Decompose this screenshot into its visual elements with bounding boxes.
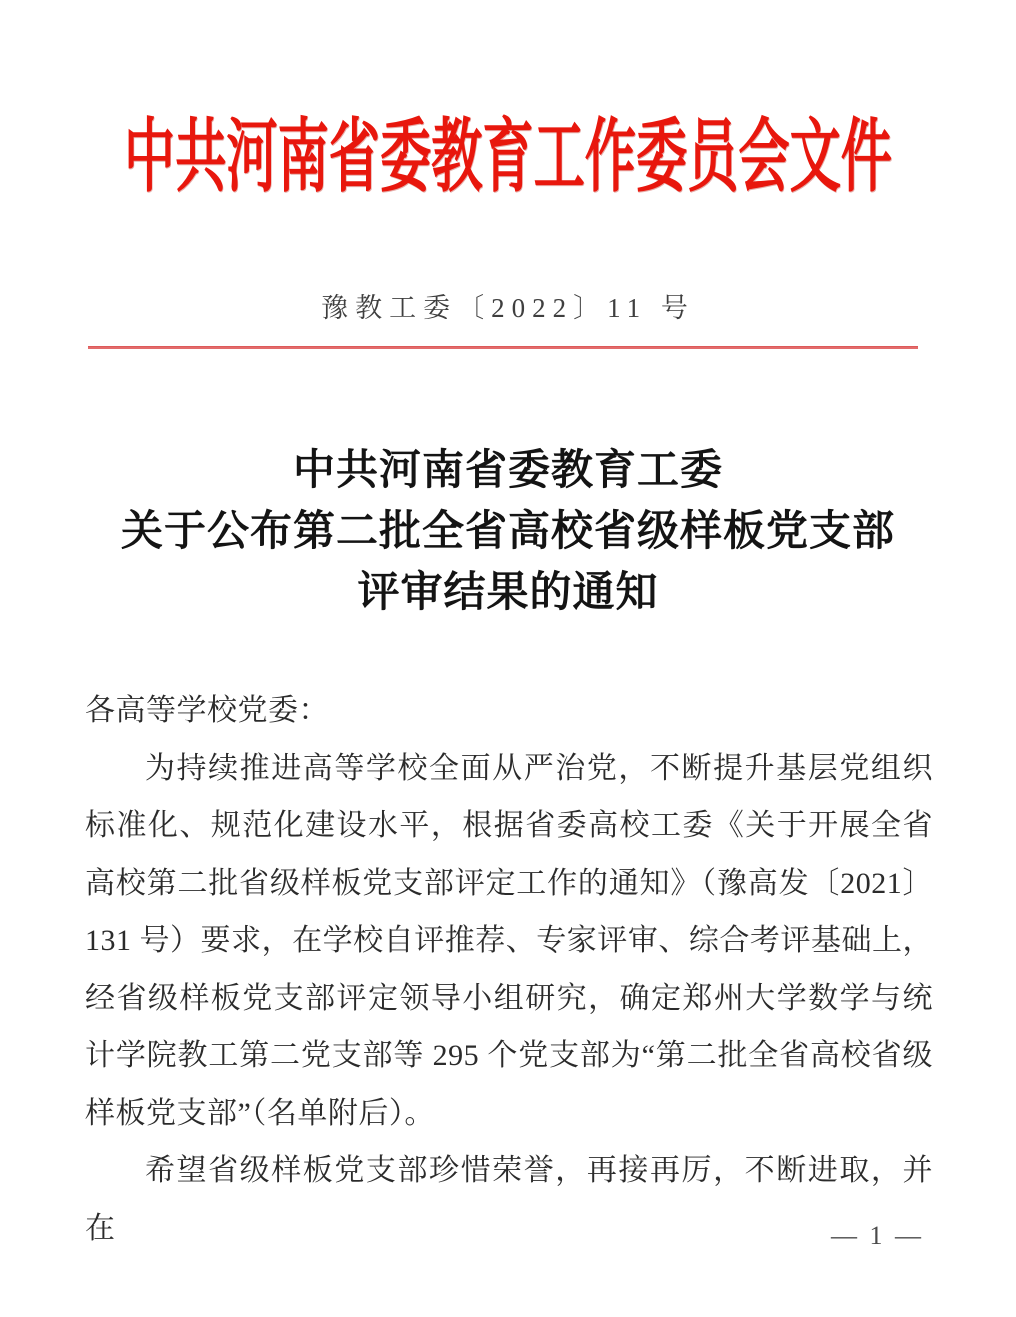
red-header-banner (0, 112, 1016, 204)
document-title (0, 441, 1016, 624)
issuing-authority-title: 中共河南省委教育工作委员会文件 (124, 114, 892, 202)
page-number: — 1 — (831, 1221, 924, 1250)
document-title-line-3: 评审结果的通知 (357, 570, 659, 616)
red-separator-rule (88, 346, 918, 349)
document-number: 豫教工委〔2022〕11 号 (321, 293, 695, 323)
document-body (85, 682, 933, 1257)
body-paragraph-2: 希望省级样板党支部珍惜荣誉，再接再厉，不断进取，并在 (85, 1154, 933, 1245)
document-title-line-2: 关于公布第二批全省高校省级样板党支部 (120, 509, 895, 555)
body-paragraph-1: 为持续推进高等学校全面从严治党，不断提升基层党组织标准化、规范化建设水平，根据省委高校工委《关于开展全省高校第二批省级样板党支部评定工作的通知》（豫高发〔2021〕131 号）要求，在学校自评推荐、专家评审、综合考评基础上，经省级样板党支部评定领导小组研究，确定郑州大学数学与统计学院教工第二党支部等 295 个党支部为“第二批全省高校省级样板党支部”（名单附后）。 (85, 751, 933, 1130)
salutation: 各高等学校党委： (85, 694, 329, 727)
document-title-line-1: 中共河南省委教育工委 (292, 448, 723, 494)
